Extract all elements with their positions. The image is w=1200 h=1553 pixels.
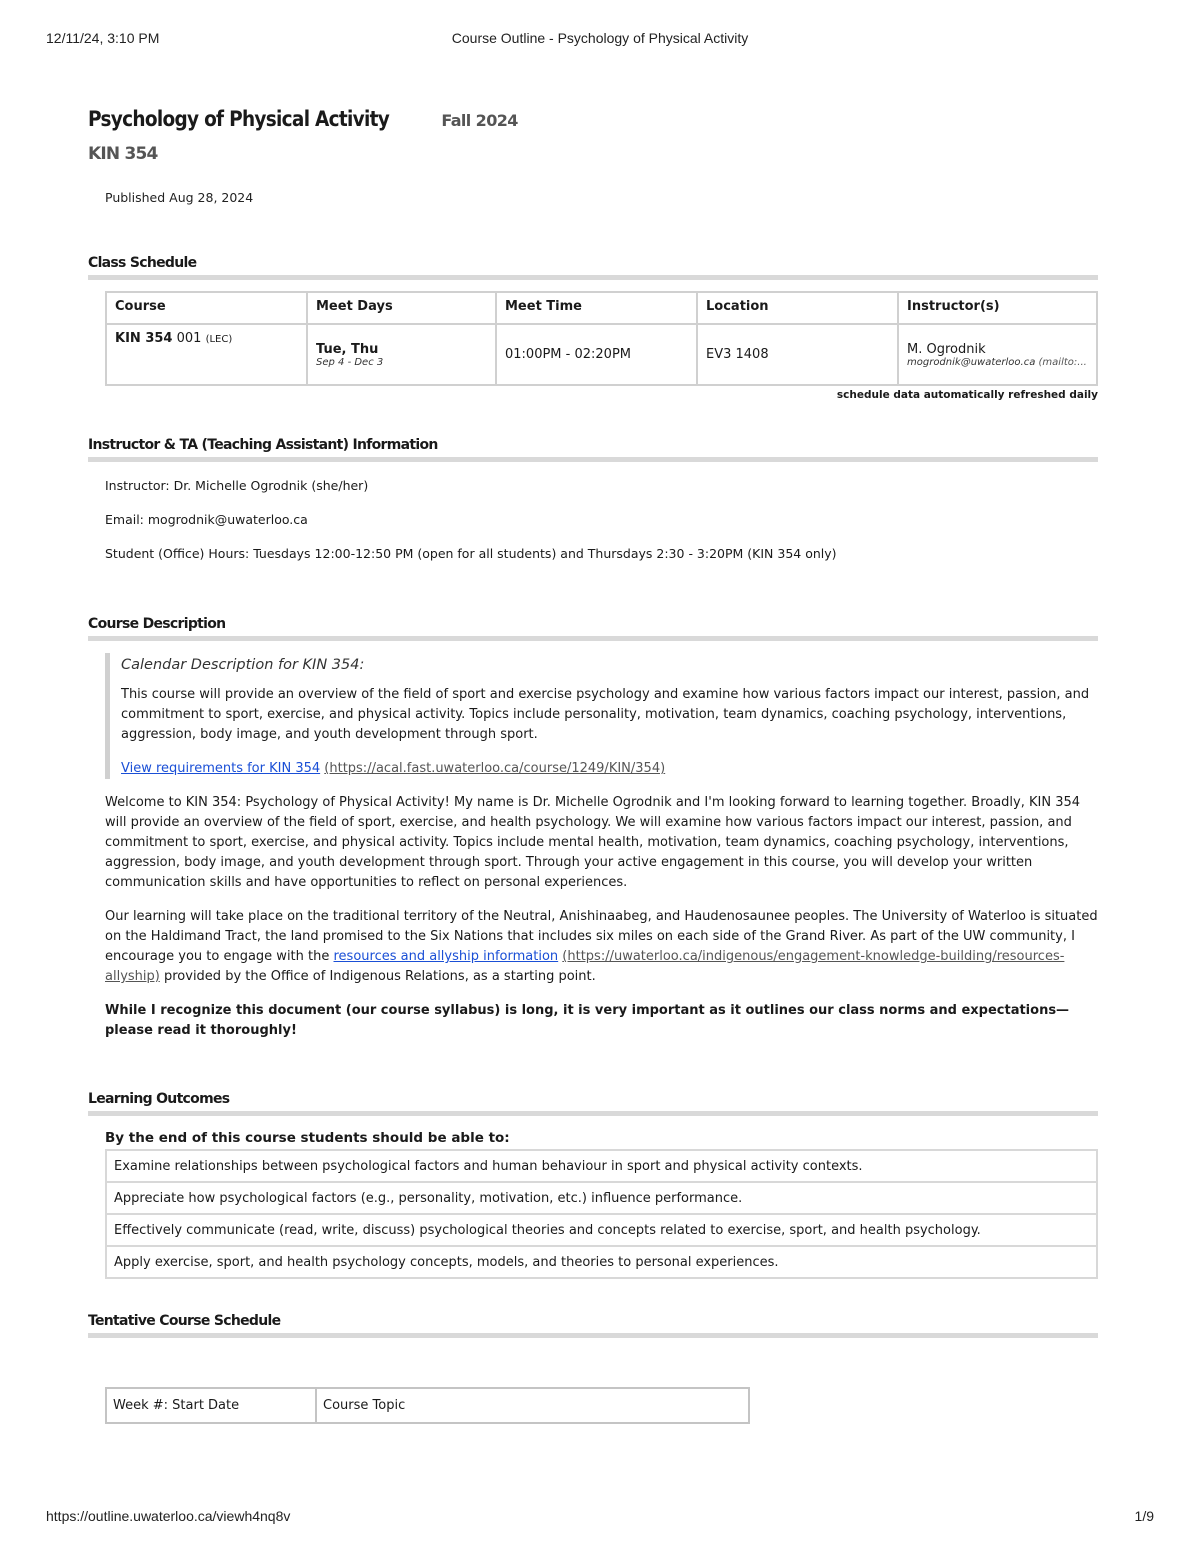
outcome-item: Examine relationships between psychological factors and human behaviour in sport and physical activity contexts. (106, 1150, 1097, 1182)
learning-outcomes-table (105, 1149, 1098, 1279)
print-url: https://outline.uwaterloo.ca/viewh4nq8v (46, 1508, 291, 1524)
table-header-row (106, 292, 1097, 324)
location: EV3 1408 (697, 324, 898, 385)
calendar-description-title: Calendar Description for KIN 354: (121, 657, 365, 673)
course-term: Fall 2024 (441, 111, 518, 130)
office-hours-line: Student (Office) Hours: Tuesdays 12:00-12:50 PM (open for all students) and Thursdays 2:30 - 3:20PM (KIN 354 only) (105, 546, 837, 561)
course-outline (88, 96, 1098, 1424)
course-description-heading: Course Description (88, 616, 1098, 641)
land-text-after: provided by the Office of Indigenous Relations, as a starting point. (163, 969, 596, 984)
column-header: Week #: Start Date (106, 1388, 316, 1423)
table-header-row (106, 1388, 749, 1423)
learning-outcomes-lead: By the end of this course students should be able to: (105, 1130, 510, 1146)
resources-allyship-link[interactable]: resources and allyship information (333, 949, 559, 964)
column-header: Location (697, 292, 898, 324)
print-datetime: 12/11/24, 3:10 PM (46, 30, 160, 46)
calendar-description (105, 653, 1098, 779)
outcome-item: Effectively communicate (read, write, discuss) psychological theories and concepts related to exercise, sport, and health psychology. (106, 1214, 1097, 1246)
welcome-paragraph: Welcome to KIN 354: Psychology of Physical Activity! My name is Dr. Michelle Ogrodnik and I'm looking forward to learning together. Broadly, KIN 354 will provide an overview of the field of sport, exercise, and health psychology. We will examine how various factors impact our interest, passion, and commitment to sport, exercise, and physical activity. Topics include mental health, motivation, team dynamics, coaching psychology, interventions, aggression, body image, and youth development through sport. Through your active engagement in this course, you will develop your written communication skills and have opportunities to reflect on personal experiences. (105, 795, 1081, 890)
tentative-schedule-heading: Tentative Course Schedule (88, 1313, 1098, 1338)
mailto-suffix: (mailto:... (1038, 356, 1087, 368)
date-range: Sep 4 - Dec 3 (316, 356, 384, 368)
instructor-info-heading: Instructor & TA (Teaching Assistant) Information (88, 437, 1098, 462)
land-text-before: Our learning will take place on the traditional territory of the Neutral, Anishinaabeg, and Haudenosaunee peoples. The University of Waterloo is situated on the Haldimand Tract, the land promised to the Six Nations that includes six miles on each side of the Grand River. As part of the UW community, I encourage you to engage with the (105, 909, 1098, 964)
column-header: Meet Days (307, 292, 496, 324)
instructor-email-link[interactable]: mogrodnik@uwaterloo.ca (907, 356, 1036, 368)
requirements-line (121, 759, 1098, 779)
requirements-url: (https://acal.fast.uwaterloo.ca/course/1249/KIN/354) (324, 761, 666, 776)
column-header: Meet Time (496, 292, 697, 324)
learning-outcomes-heading: Learning Outcomes (88, 1091, 1098, 1116)
meet-days: Tue, Thu (316, 341, 379, 357)
print-footer (46, 1508, 1154, 1528)
course-title: Psychology of Physical Activity (88, 107, 390, 131)
column-header: Instructor(s) (898, 292, 1097, 324)
meet-time: 01:00PM - 02:20PM (496, 324, 697, 385)
outcome-item: Apply exercise, sport, and health psychology concepts, models, and theories to personal experiences. (106, 1246, 1097, 1278)
instructor-email-line: Email: mogrodnik@uwaterloo.ca (105, 512, 308, 527)
page-title (88, 96, 1098, 134)
instructor-email-line (907, 357, 1088, 368)
outcome-item: Appreciate how psychological factors (e.g., personality, motivation, etc.) influence performance. (106, 1182, 1097, 1214)
table-row (106, 1246, 1097, 1278)
course-code-cell: KIN 354 (115, 331, 173, 346)
section-type: (LEC) (205, 334, 233, 345)
class-schedule-table (105, 291, 1098, 386)
page-number: 1/9 (1134, 1508, 1154, 1524)
instructor-info (88, 476, 1098, 564)
column-header: Course (106, 292, 307, 324)
table-row (106, 1150, 1097, 1182)
table-row (106, 1182, 1097, 1214)
course-cell (106, 324, 307, 385)
print-document-title: Course Outline - Psychology of Physical Activity (451, 30, 749, 46)
course-code: KIN 354 (88, 144, 158, 164)
view-requirements-link[interactable]: View requirements for KIN 354 (121, 761, 321, 776)
course-description-body (105, 793, 1098, 1041)
class-schedule-heading: Class Schedule (88, 255, 1098, 280)
land-acknowledgement-paragraph (105, 907, 1098, 987)
print-header (46, 30, 1154, 50)
instructor-name-line: Instructor: Dr. Michelle Ogrodnik (she/her) (105, 478, 369, 493)
column-header: Course Topic (316, 1388, 749, 1423)
meet-days-cell (307, 324, 496, 385)
calendar-description-text: This course will provide an overview of the field of sport and exercise psychology and examine how various factors impact our interest, passion, and commitment to sport, exercise, and physical activity. Topics include personality, motivation, team dynamics, coaching psychology, interventions, aggression, body image, and youth development through sport. (121, 687, 1090, 742)
published-date: Published Aug 28, 2024 (105, 190, 254, 205)
schedule-refresh-note: schedule data automatically refreshed daily (836, 389, 1098, 401)
table-row (106, 1214, 1097, 1246)
instructor-cell (898, 324, 1097, 385)
table-row (106, 324, 1097, 385)
syllabus-note: While I recognize this document (our course syllabus) is long, it is very important as it outlines our class norms and expectations—please read it thoroughly! (105, 1003, 1070, 1038)
tentative-schedule-table (105, 1387, 750, 1424)
resources-allyship-url: (https://uwaterloo.ca/indigenous/engagement-knowledge-building/resources-allyship) (105, 949, 1065, 984)
instructor-name: M. Ogrodnik (907, 341, 986, 357)
section-number: 001 (176, 331, 202, 346)
